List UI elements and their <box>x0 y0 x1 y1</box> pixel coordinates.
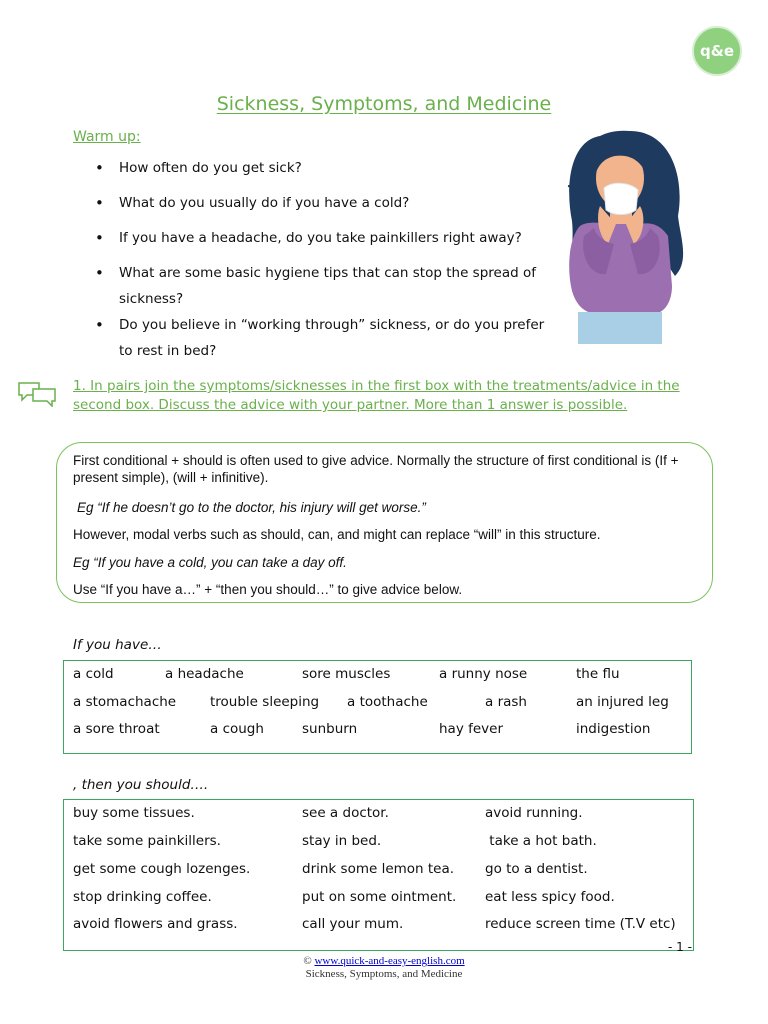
sneezing-woman-illustration <box>560 126 690 344</box>
footer-url-line <box>0 955 768 968</box>
advice-item: take a hot bath. <box>485 833 597 849</box>
symptom-item: a stomachache <box>73 694 177 710</box>
advice-item: avoid flowers and grass. <box>73 916 238 932</box>
advice-item: reduce screen time (T.V etc) <box>485 916 676 932</box>
copyright-symbol: © <box>303 955 312 967</box>
warmup-question: • Do you believe in “working through” sickness, or do you prefer to rest in bed? <box>95 312 555 364</box>
warmup-question: • How often do you get sick? <box>95 155 555 181</box>
symptom-item: a sore throat <box>73 721 160 737</box>
advice-item: get some cough lozenges. <box>73 861 251 877</box>
advice-label: , then you should…. <box>73 777 209 793</box>
brand-logo <box>692 26 742 76</box>
advice-item: stay in bed. <box>302 833 382 849</box>
warmup-question-list <box>95 155 555 373</box>
symptom-item: a rash <box>485 694 527 710</box>
warmup-question: • If you have a headache, do you take painkillers right away? <box>95 225 555 251</box>
warmup-question: • What do you usually do if you have a cold? <box>95 190 555 216</box>
warmup-question: • What are some basic hygiene tips that can stop the spread of sickness? <box>95 260 555 312</box>
symptom-item: a cold <box>73 666 114 682</box>
advice-item: take some painkillers. <box>73 833 221 849</box>
advice-item: go to a dentist. <box>485 861 588 877</box>
page-title: Sickness, Symptoms, and Medicine <box>216 93 552 115</box>
symptom-item: a toothache <box>347 694 428 710</box>
symptom-item: sunburn <box>302 721 358 737</box>
website-link[interactable]: www.quick-and-easy-english.com <box>314 955 465 967</box>
page-number: - 1 - <box>668 940 692 954</box>
advice-item: see a doctor. <box>302 805 389 821</box>
task-instructions: 1. In pairs join the symptoms/sicknesses in the first box with the treatments/advice in the second box. Discuss the advice with your partner. More than 1 answer is possible. <box>73 378 680 413</box>
advice-item: avoid running. <box>485 805 583 821</box>
symptom-item: trouble sleeping <box>210 694 320 710</box>
symptom-item: a headache <box>165 666 244 682</box>
advice-item: stop drinking coffee. <box>73 889 212 905</box>
advice-item: put on some ointment. <box>302 889 457 905</box>
symptom-item: hay fever <box>439 721 504 737</box>
grammar-example: Eg “If you have a cold, you can take a day off. <box>73 555 347 570</box>
discussion-icon <box>17 381 57 407</box>
advice-item: buy some tissues. <box>73 805 195 821</box>
symptom-item: indigestion <box>576 721 651 737</box>
symptom-item: the flu <box>576 666 620 682</box>
footer-subtitle: Sickness, Symptoms, and Medicine <box>305 968 463 980</box>
symptom-item: sore muscles <box>302 666 391 682</box>
symptom-item: a cough <box>210 721 264 737</box>
grammar-explanation: First conditional + should is often used to give advice. Normally the structure of first conditional is (If + present simple), (will + infinitive). <box>73 453 679 485</box>
grammar-explanation: However, modal verbs such as should, can, and might can replace “will” in this structure. <box>73 527 601 542</box>
symptom-item: a runny nose <box>439 666 528 682</box>
grammar-instruction: Use “If you have a…” + “then you should…” to give advice below. <box>73 582 463 597</box>
symptoms-label: If you have… <box>73 637 162 653</box>
warmup-heading: Warm up: <box>73 129 141 145</box>
grammar-example: Eg “If he doesn’t go to the doctor, his injury will get worse.” <box>77 500 426 515</box>
advice-item: eat less spicy food. <box>485 889 615 905</box>
brand-logo-text: q&e <box>700 42 734 60</box>
advice-item: call your mum. <box>302 916 404 932</box>
symptom-item: an injured leg <box>576 694 669 710</box>
advice-item: drink some lemon tea. <box>302 861 455 877</box>
